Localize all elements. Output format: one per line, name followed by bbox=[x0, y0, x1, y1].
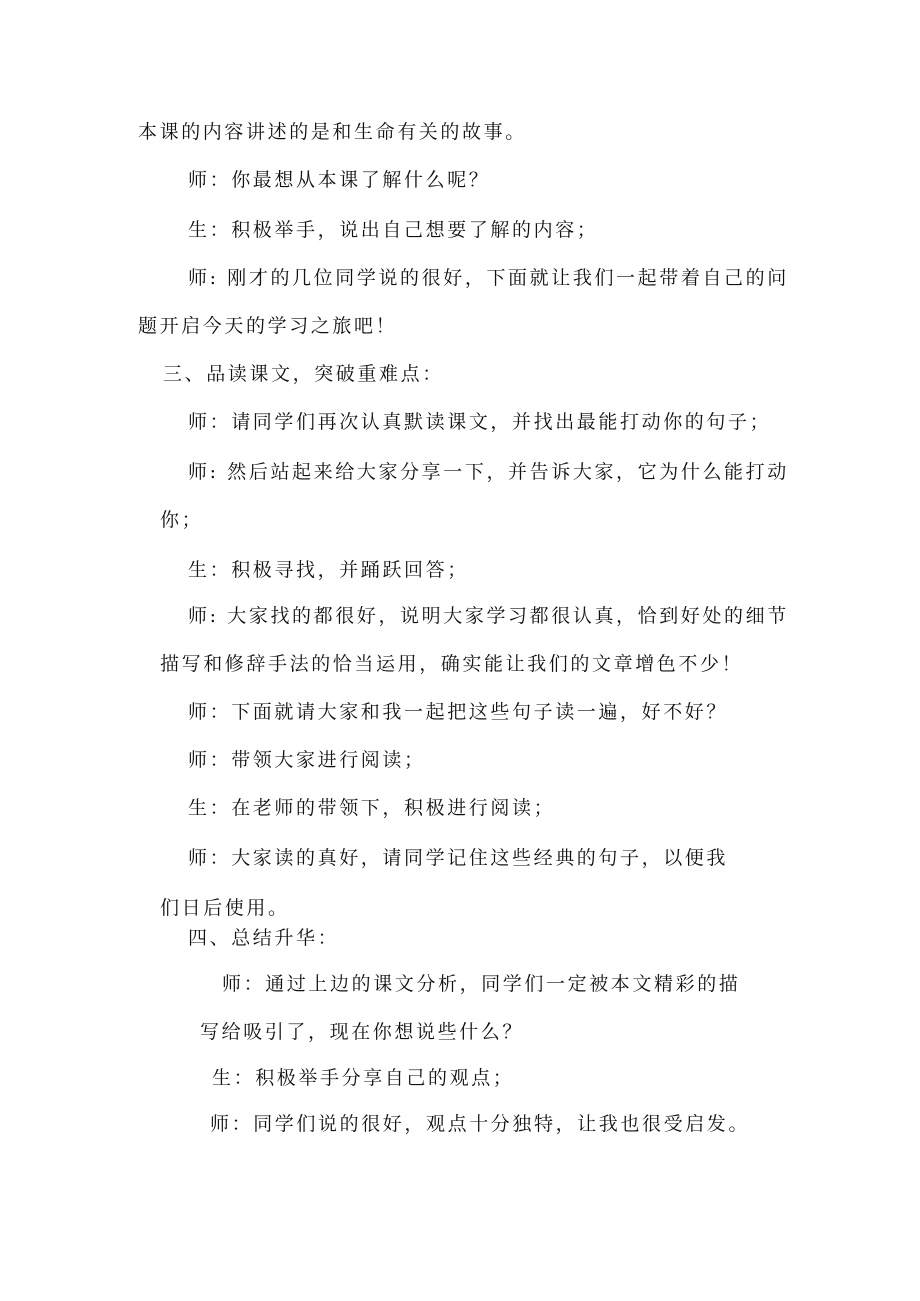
text-line-2: 师：你最想从本课了解什么呢？ bbox=[188, 169, 491, 191]
section-heading-4: 四、总结升华： bbox=[188, 927, 340, 949]
text-line-3: 生：积极举手，说出自己想要了解的内容； bbox=[188, 219, 599, 241]
text-line-13: 师：下面就请大家和我一起把这些句子读一遍，好不好？ bbox=[188, 701, 729, 723]
text-line-16: 师：大家读的真好，请同学记住这些经典的句子，以便我 bbox=[188, 847, 729, 869]
text-line-10: 生：积极寻找，并踊跃回答； bbox=[188, 559, 469, 581]
text-line-1: 本课的内容讲述的是和生命有关的故事。 bbox=[138, 121, 527, 143]
section-heading-3: 三、品读课文，突破重难点： bbox=[163, 363, 444, 385]
text-line-11: 师: 大家找的都很好，说明大家学习都很认真，恰到好处的细节 bbox=[188, 605, 789, 627]
text-line-4: 师: 刚才的几位同学说的很好，下面就让我们一起带着自己的问 bbox=[188, 267, 789, 289]
text-line-20: 写给吸引了，现在你想说些什么？ bbox=[200, 1021, 525, 1043]
text-line-15: 生：在老师的带领下，积极进行阅读； bbox=[188, 797, 556, 819]
text-line-17: 们日后使用。 bbox=[160, 897, 290, 919]
text-line-12: 描写和修辞手法的恰当运用，确实能让我们的文章增色不少！ bbox=[160, 653, 744, 675]
text-line-7: 师：请同学们再次认真默读课文，并找出最能打动你的句子； bbox=[188, 411, 772, 433]
text-line-9: 你； bbox=[160, 509, 204, 531]
text-line-14: 师：带领大家进行阅读； bbox=[188, 749, 426, 771]
text-line-21: 生：积极举手分享自己的观点； bbox=[212, 1067, 515, 1089]
text-line-19: 师：通过上边的课文分析，同学们一定被本文精彩的描 bbox=[222, 973, 741, 995]
text-line-22: 师：同学们说的很好，观点十分独特，让我也很受启发。 bbox=[210, 1113, 751, 1135]
text-line-8: 师: 然后站起来给大家分享一下，并告诉大家，它为什么能打动 bbox=[188, 461, 789, 483]
text-line-5: 题开启今天的学习之旅吧！ bbox=[138, 315, 398, 337]
